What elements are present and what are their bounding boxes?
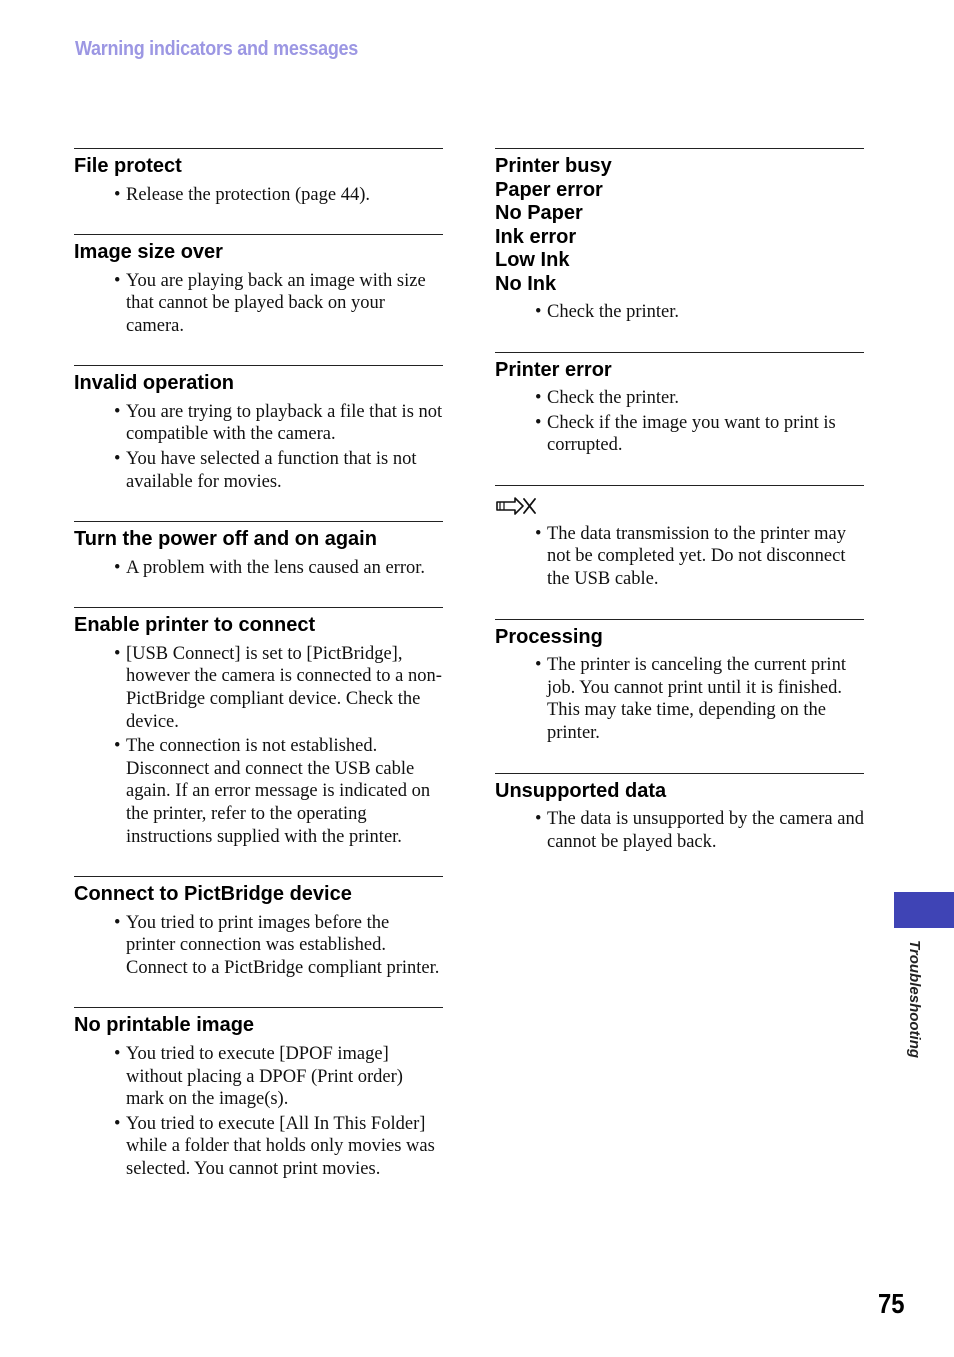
bullet-list xyxy=(74,184,443,207)
bullet-list xyxy=(74,270,443,338)
section-title: Printer busy xyxy=(495,155,612,177)
bullet-item: • Check if the image you want to print is corrupted. xyxy=(535,412,864,457)
bullet-item: • You have selected a function that is not available for movies. xyxy=(114,448,443,493)
section-turn-power-off-on xyxy=(74,521,443,579)
section-file-protect xyxy=(74,148,443,206)
bullet-item: • You tried to execute [DPOF image] without placing a DPOF (Print order) mark on the image(s). xyxy=(114,1043,443,1111)
section-printer-status xyxy=(495,148,864,324)
bullet-list xyxy=(495,387,864,457)
side-section-label xyxy=(903,940,923,1080)
bullet-list xyxy=(74,401,443,493)
page-number: 75 xyxy=(878,1288,905,1319)
section-tab-marker xyxy=(894,892,954,928)
section-title: No printable image xyxy=(74,1014,255,1037)
bullet-list xyxy=(74,912,443,980)
section-title: File protect xyxy=(74,155,182,177)
bullet-item: • Check the printer. xyxy=(535,301,864,324)
section-printer-error xyxy=(495,352,864,457)
section-title: Unsupported data xyxy=(495,779,667,802)
page-header-title: Warning indicators and messages xyxy=(75,38,359,60)
bullet-item: • A problem with the lens caused an error. xyxy=(114,557,443,580)
section-connect-pictbridge xyxy=(74,876,443,979)
bullet-list xyxy=(495,523,864,591)
bullet-item: • The printer is canceling the current print job. You cannot print until it is finished. This may take time, depending on the printer. xyxy=(535,654,864,744)
bullet-item: • You tried to execute [All In This Folder] while a folder that holds only movies was selected. You cannot print movies. xyxy=(114,1113,443,1181)
section-title: Turn the power off and on again xyxy=(74,528,377,551)
bullet-item: • The data is unsupported by the camera and cannot be played back. xyxy=(535,808,864,853)
bullet-list xyxy=(74,643,443,848)
section-title: No Ink xyxy=(495,272,557,295)
section-title: Processing xyxy=(495,625,603,648)
section-title: Invalid operation xyxy=(74,372,235,395)
section-unsupported-data xyxy=(495,773,864,854)
section-title: Paper error xyxy=(495,178,603,201)
bullet-item: • You tried to print images before the printer connection was established. Connect to a PictBridge compliant printer. xyxy=(114,912,443,980)
section-title: Connect to PictBridge device xyxy=(74,883,352,906)
bullet-list xyxy=(74,557,443,580)
right-column xyxy=(495,148,864,855)
section-title: No Paper xyxy=(495,202,583,224)
bullet-item: • The data transmission to the printer may not be completed yet. Do not disconnect the USB cable. xyxy=(535,523,864,591)
section-enable-printer xyxy=(74,607,443,848)
section-title: Ink error xyxy=(495,225,577,248)
bullet-item: • You are playing back an image with size that cannot be played back on your camera. xyxy=(114,270,443,338)
bullet-item: • The connection is not established. Disconnect and connect the USB cable again. If an error message is indicated on the printer, refer to the operating instructions supplied with the printer. xyxy=(114,735,443,848)
bullet-item: • Release the protection (page 44). xyxy=(114,184,443,207)
bullet-item: • You are trying to playback a file that is not compatible with the camera. xyxy=(114,401,443,446)
left-column xyxy=(74,148,443,1183)
bullet-list xyxy=(495,301,864,324)
section-transfer-indicator xyxy=(495,485,864,591)
section-title: Enable printer to connect xyxy=(74,614,316,637)
section-image-size-over xyxy=(74,234,443,337)
section-invalid-operation xyxy=(74,365,443,493)
section-title: Printer error xyxy=(495,358,612,381)
section-title: Image size over xyxy=(74,241,223,264)
section-title: Low Ink xyxy=(495,249,570,271)
bullet-list xyxy=(74,1043,443,1181)
section-processing xyxy=(495,619,864,745)
bullet-item: • Check the printer. xyxy=(535,387,864,410)
pictbridge-transfer-icon xyxy=(495,494,539,518)
side-label-text: Troubleshooting xyxy=(906,940,923,1059)
bullet-list xyxy=(495,808,864,853)
bullet-item: • [USB Connect] is set to [PictBridge], however the camera is connected to a non-PictBridge compliant device. Check the device. xyxy=(114,643,443,733)
bullet-list xyxy=(495,654,864,744)
section-no-printable-image xyxy=(74,1007,443,1180)
